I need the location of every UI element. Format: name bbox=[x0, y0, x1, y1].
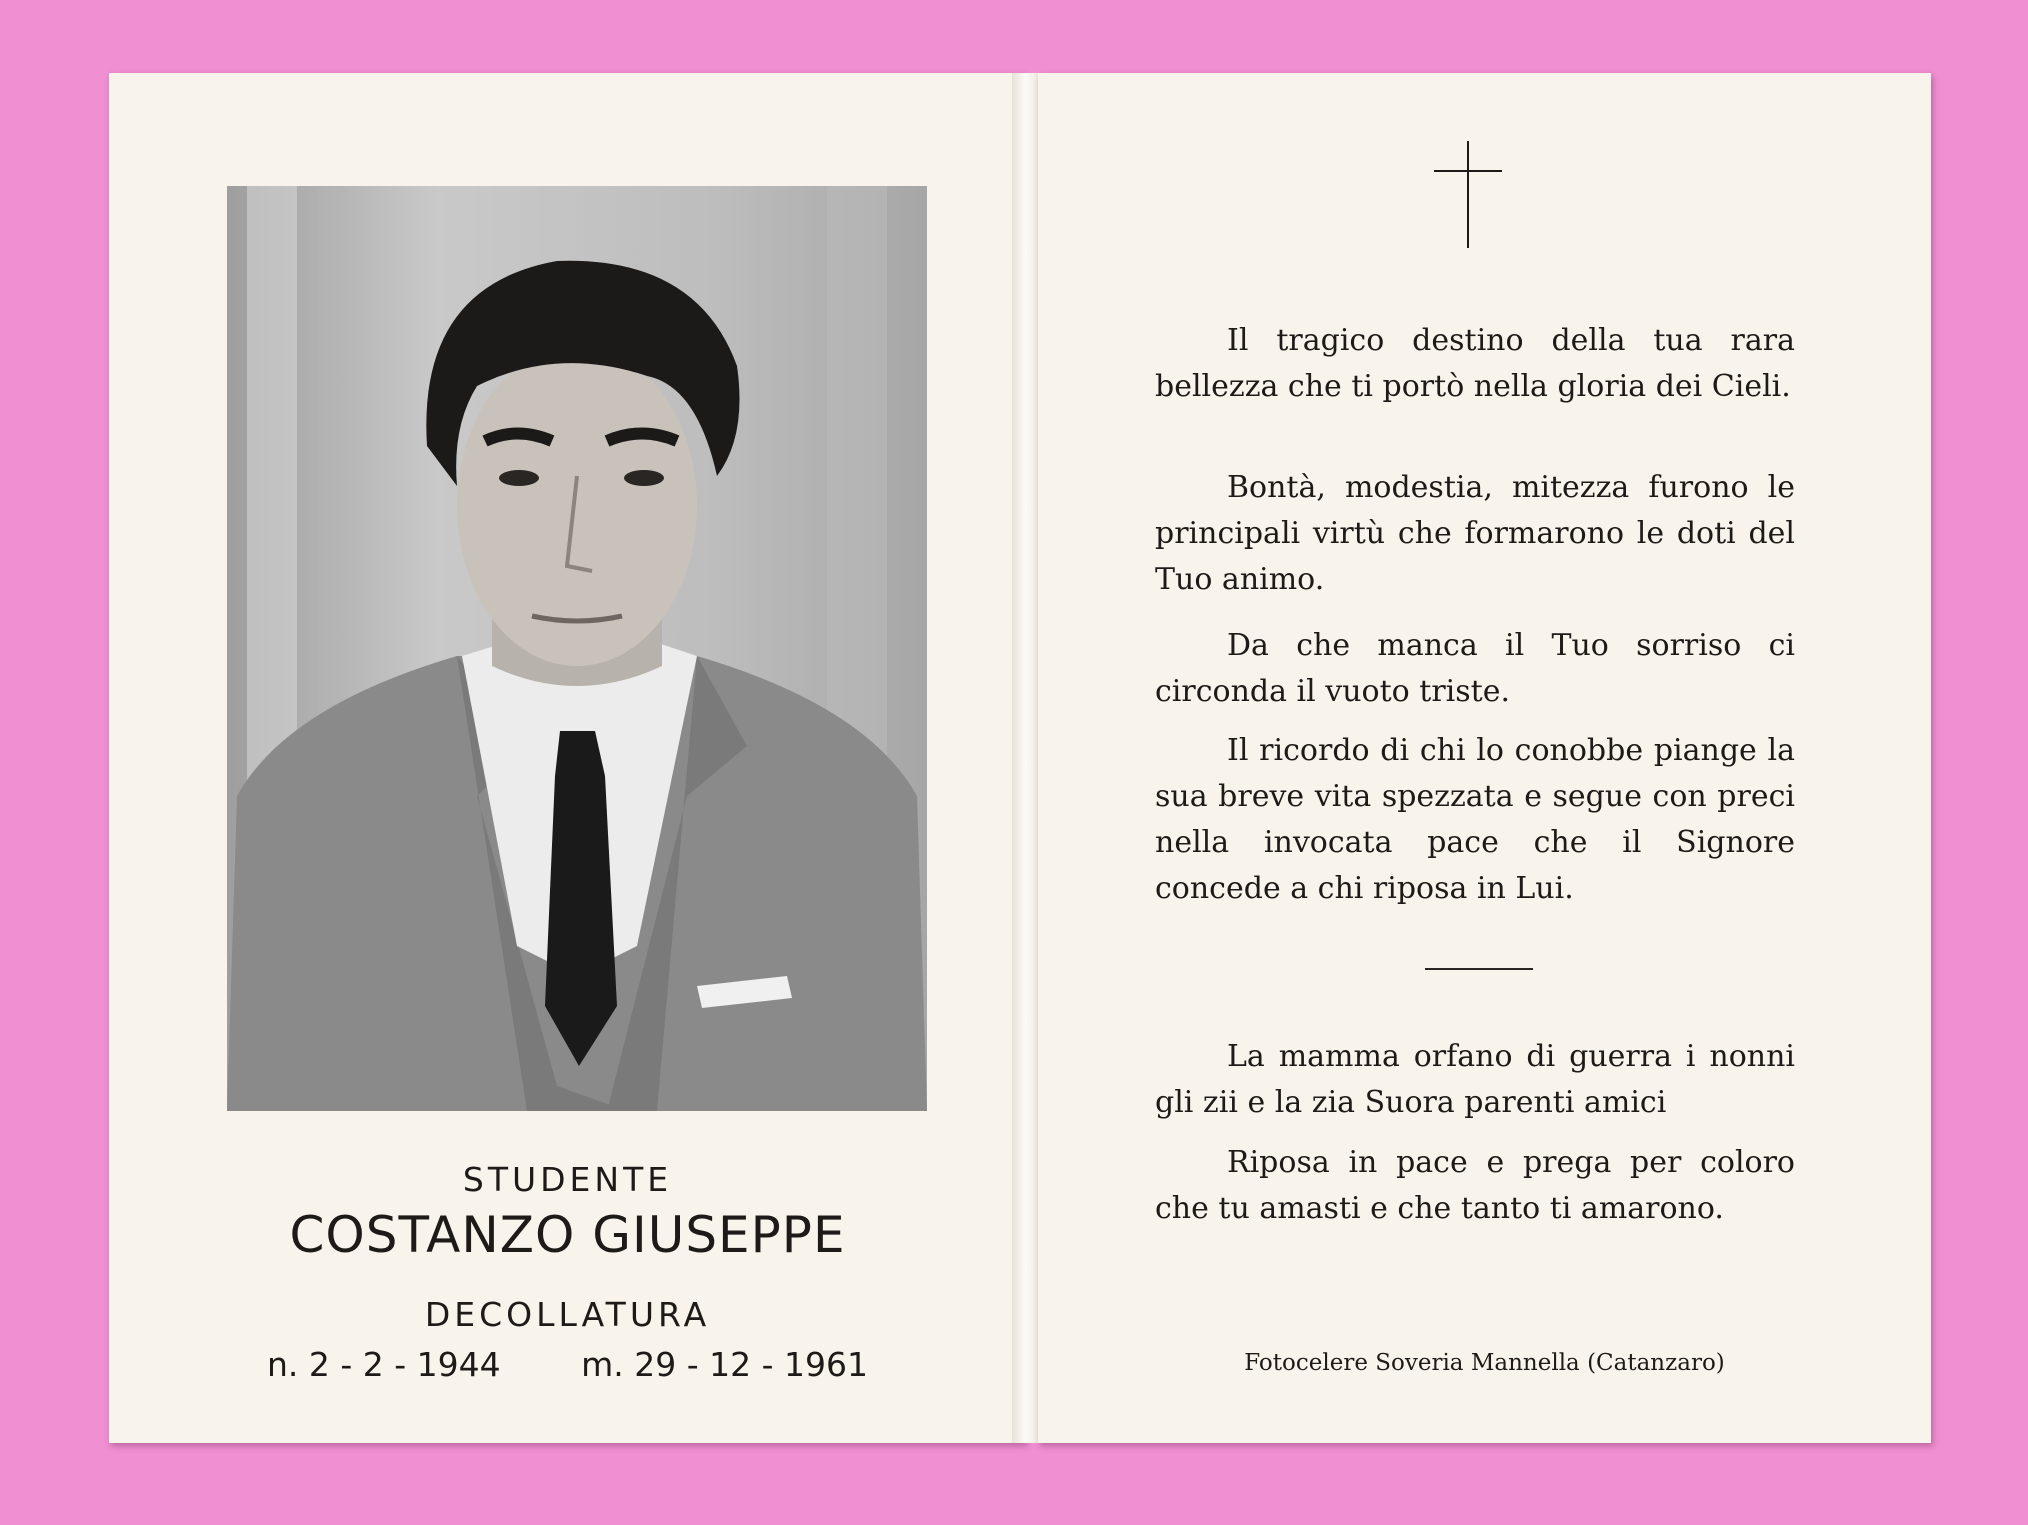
birth-date: n. 2 - 2 - 1944 bbox=[266, 1345, 501, 1384]
printer-credit: Fotocelere Soveria Mannella (Catanzaro) bbox=[1244, 1350, 1725, 1376]
life-dates bbox=[109, 1345, 1026, 1384]
closing-paragraph: Riposa in pace e prega per coloro che tu amasti e che tanto ti amarono. bbox=[1155, 1145, 1795, 1226]
portrait-photo bbox=[227, 186, 927, 1111]
left-card-panel bbox=[109, 73, 1026, 1443]
verse-paragraph-1: Il tragico destino della tua rara bellezza che ti portò nella gloria dei Cieli. bbox=[1155, 323, 1795, 404]
family-paragraph: La mamma orfano di guerra i nonni gli zii e la zia Suora parenti amici bbox=[1155, 1039, 1795, 1120]
occupation-label: STUDENTE bbox=[462, 1160, 673, 1199]
right-card-panel bbox=[1038, 73, 1931, 1443]
section-divider bbox=[1425, 968, 1533, 970]
place-name: DECOLLATURA bbox=[424, 1295, 711, 1334]
deceased-name: COSTANZO GIUSEPPE bbox=[289, 1206, 846, 1264]
verse-paragraph-2: Bontà, modestia, mitezza furono le principali virtù che formarono le doti del Tuo animo. bbox=[1155, 470, 1795, 597]
cross-icon bbox=[1434, 141, 1502, 248]
verse-paragraph-3: Da che manca il Tuo sorriso ci circonda il vuoto triste. bbox=[1155, 628, 1795, 709]
verse-paragraph-4: Il ricordo di chi lo conobbe piange la sua breve vita spezzata e segue con preci nella invocata pace che il Signore concede a chi riposa in Lui. bbox=[1155, 733, 1795, 906]
portrait-figure bbox=[227, 186, 927, 1111]
death-date: m. 29 - 12 - 1961 bbox=[581, 1345, 869, 1384]
